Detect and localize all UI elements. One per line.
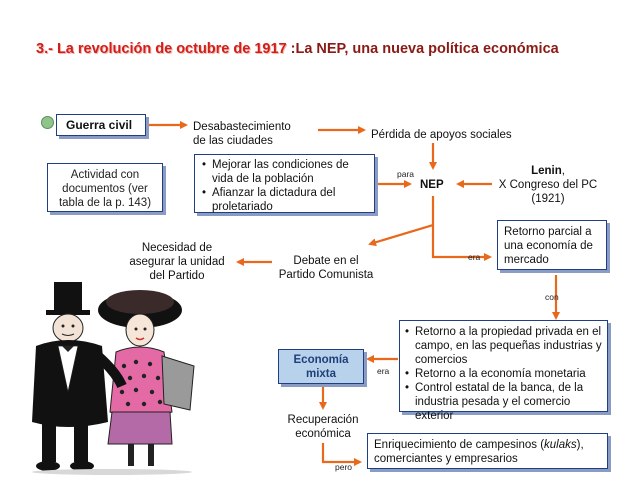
node-retorno-parcial: Retorno parcial a una economía de mercado xyxy=(497,220,607,270)
node-lenin: Lenin, X Congreso del PC (1921) xyxy=(498,165,598,205)
node-medidas xyxy=(399,320,608,422)
node-enriquecimiento: Enriquecimiento de campesinos (kulaks), comerciantes y empresarios xyxy=(367,433,608,469)
title-main: 3.- La revolución de octubre de 1917 xyxy=(36,41,287,57)
label-con: con xyxy=(545,292,559,302)
arrow-recuperacion-to-enriq xyxy=(323,443,360,462)
medida-item: • Retorno a la propiedad privada en el campo, en las pequeñas industrias y comercios xyxy=(405,325,607,367)
green-bullet-icon xyxy=(41,116,54,129)
node-debate: Debate en el Partido Comunista xyxy=(278,255,374,281)
node-recuperacion: Recuperación económica xyxy=(287,414,359,440)
node-economia-mixta: Economía mixta xyxy=(278,349,364,384)
arrow-nep-to-retorno xyxy=(433,225,490,257)
node-nep: NEP xyxy=(420,179,444,191)
title-sub: :La NEP, una nueva política económica xyxy=(290,41,559,57)
node-desabastecimiento: Desabastecimiento de las ciudades xyxy=(193,121,291,147)
label-para: para xyxy=(397,169,415,179)
node-actividad: Actividad con documentos (ver tabla de la p. 143) xyxy=(47,163,163,212)
medida-item: • Retorno a la economía monetaria xyxy=(405,367,607,381)
node-guerra-civil: Guerra civil xyxy=(56,114,146,136)
label-pero: pero xyxy=(335,462,353,472)
objetivo-item: • Afianzar la dictadura del proletariado xyxy=(202,186,374,214)
medida-item: • Control estatal de la banca, de la industria pesada y el comercio exterior xyxy=(405,381,607,423)
label-era-2: era xyxy=(377,366,390,376)
node-necesidad: Necesidad de asegurar la unidad del Partido xyxy=(129,242,225,282)
node-perdida-apoyos: Pérdida de apoyos sociales xyxy=(371,129,512,141)
label-era-1: era xyxy=(468,252,481,262)
node-objetivos xyxy=(194,154,375,213)
caricature-illustration xyxy=(12,282,200,476)
objetivo-item: • Mejorar las condiciones de vida de la población xyxy=(202,158,374,186)
arrow-nep-to-debate xyxy=(370,196,433,244)
